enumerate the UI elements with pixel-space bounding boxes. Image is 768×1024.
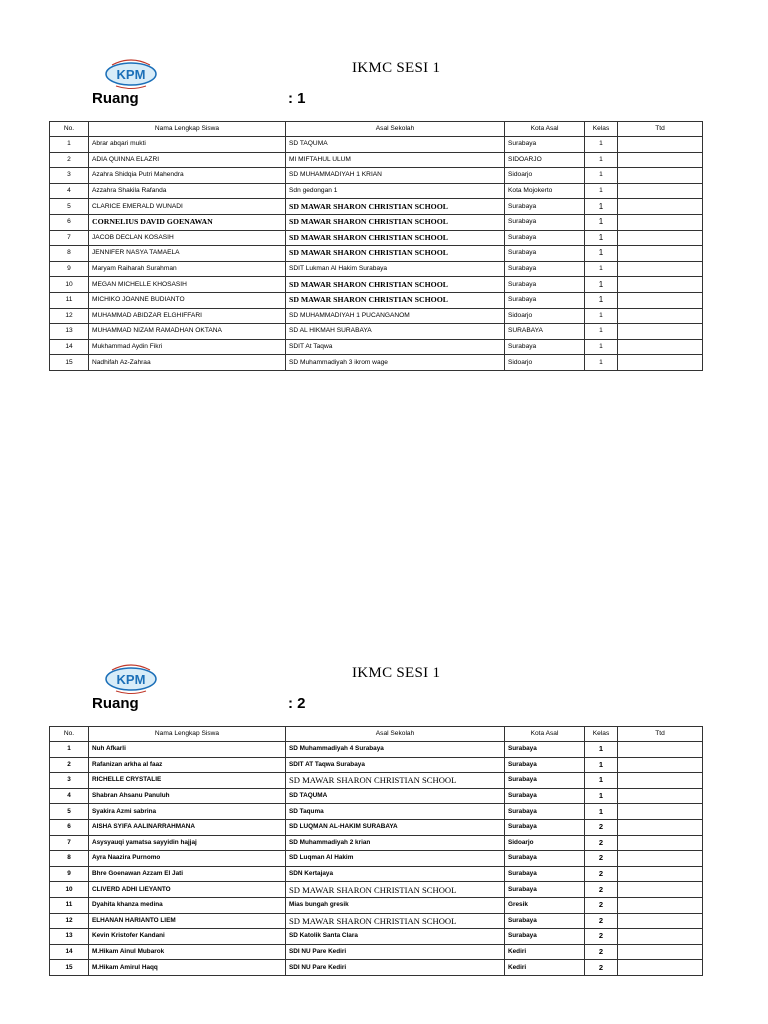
cell-ttd[interactable]: [618, 804, 703, 820]
cell-kelas: 2: [585, 819, 618, 835]
table-row: [50, 866, 703, 882]
table-row: [50, 168, 703, 184]
cell-nama: ELHANAN HARIANTO LIEM: [89, 913, 286, 929]
cell-kota-asal: Kediri: [505, 960, 585, 976]
cell-nama: ADIA QUINNA ELAZRI: [89, 152, 286, 168]
cell-kota-asal: Surabaya: [505, 929, 585, 945]
cell-no: 14: [50, 944, 89, 960]
cell-kelas: 1: [585, 773, 618, 789]
cell-no: 9: [50, 866, 89, 882]
table-header-row: [50, 727, 703, 742]
table-row: [50, 773, 703, 789]
svg-text:KPM: KPM: [116, 672, 146, 687]
table-row: [50, 897, 703, 913]
cell-kelas: 1: [585, 152, 618, 168]
cell-kota-asal: Surabaya: [505, 851, 585, 867]
table-row: [50, 960, 703, 976]
cell-no: 7: [50, 835, 89, 851]
cell-kota-asal: Sidoarjo: [505, 835, 585, 851]
cell-kelas: 2: [585, 913, 618, 929]
cell-no: 5: [50, 804, 89, 820]
cell-kelas: 2: [585, 929, 618, 945]
cell-asal-sekolah: SD Taquma: [286, 804, 505, 820]
table-row: [50, 757, 703, 773]
cell-ttd[interactable]: [618, 137, 703, 153]
cell-ttd[interactable]: [618, 152, 703, 168]
cell-nama: Kevin Kristofer Kandani: [89, 929, 286, 945]
cell-ttd[interactable]: [618, 168, 703, 184]
cell-asal-sekolah: SD MAWAR SHARON CHRISTIAN SCHOOL: [286, 246, 505, 262]
cell-ttd[interactable]: [618, 819, 703, 835]
table-row: [50, 230, 703, 246]
header-kota-asal: Kota Asal: [505, 727, 585, 742]
header-nama: Nama Lengkap Siswa: [89, 727, 286, 742]
cell-no: 9: [50, 261, 89, 277]
table-row: [50, 199, 703, 215]
cell-no: 14: [50, 339, 89, 355]
header-no: No.: [50, 122, 89, 137]
table-row: [50, 339, 703, 355]
cell-nama: MICHIKO JOANNE BUDIANTO: [89, 292, 286, 308]
cell-nama: JACOB DECLAN KOSASIH: [89, 230, 286, 246]
cell-ttd[interactable]: [618, 277, 703, 293]
ruang-value: : 1: [288, 90, 306, 107]
cell-asal-sekolah: SD Luqman Al Hakim: [286, 851, 505, 867]
cell-asal-sekolah: SD MAWAR SHARON CHRISTIAN SCHOOL: [286, 913, 505, 929]
cell-ttd[interactable]: [618, 866, 703, 882]
cell-kota-asal: Kota Mojokerto: [505, 183, 585, 199]
cell-ttd[interactable]: [618, 788, 703, 804]
table-row: [50, 214, 703, 230]
cell-kota-asal: Surabaya: [505, 742, 585, 758]
cell-no: 12: [50, 913, 89, 929]
header-no: No.: [50, 727, 89, 742]
cell-ttd[interactable]: [618, 183, 703, 199]
cell-ttd[interactable]: [618, 230, 703, 246]
cell-asal-sekolah: SD AL HIKMAH SURABAYA: [286, 324, 505, 340]
cell-no: 2: [50, 152, 89, 168]
cell-asal-sekolah: SDI NU Pare Kediri: [286, 944, 505, 960]
cell-asal-sekolah: SDIT Lukman Al Hakim Surabaya: [286, 261, 505, 277]
table-row: [50, 183, 703, 199]
cell-kota-asal: Surabaya: [505, 788, 585, 804]
roster-table: [49, 726, 703, 976]
cell-kota-asal: SIDOARJO: [505, 152, 585, 168]
cell-asal-sekolah: SD Muhammadiyah 4 Surabaya: [286, 742, 505, 758]
cell-nama: Bhre Goenawan Azzam El Jati: [89, 866, 286, 882]
cell-asal-sekolah: SD TAQUMA: [286, 788, 505, 804]
cell-ttd[interactable]: [618, 835, 703, 851]
page-title: IKMC SESI 1: [352, 60, 441, 76]
cell-asal-sekolah: SD MUHAMMADIYAH 1 PUCANGANOM: [286, 308, 505, 324]
cell-ttd[interactable]: [618, 929, 703, 945]
cell-no: 12: [50, 308, 89, 324]
ruang-value: : 2: [288, 695, 306, 712]
cell-nama: JENNIFER NASYA TAMAELA: [89, 246, 286, 262]
cell-no: 6: [50, 819, 89, 835]
header-asal-sekolah: Asal Sekolah: [286, 122, 505, 137]
cell-kelas: 1: [585, 757, 618, 773]
cell-kelas: 1: [585, 214, 618, 230]
cell-nama: Azahra Shidqia Putri Mahendra: [89, 168, 286, 184]
cell-no: 13: [50, 324, 89, 340]
table-row: [50, 788, 703, 804]
cell-asal-sekolah: SDIT At Taqwa: [286, 339, 505, 355]
cell-kota-asal: Surabaya: [505, 866, 585, 882]
cell-kota-asal: SURABAYA: [505, 324, 585, 340]
cell-kelas: 1: [585, 324, 618, 340]
table-row: [50, 246, 703, 262]
cell-no: 1: [50, 742, 89, 758]
cell-kota-asal: Sidoarjo: [505, 308, 585, 324]
cell-nama: Asysyauqi yamatsa sayyidin hajjaj: [89, 835, 286, 851]
cell-kelas: 1: [585, 355, 618, 371]
cell-nama: CORNELIUS DAVID GOENAWAN: [89, 214, 286, 230]
cell-nama: Nadhifah Az-Zahraa: [89, 355, 286, 371]
cell-no: 11: [50, 897, 89, 913]
cell-kelas: 1: [585, 292, 618, 308]
cell-kelas: 1: [585, 742, 618, 758]
cell-nama: Abrar abqari mukti: [89, 137, 286, 153]
cell-asal-sekolah: SD MAWAR SHARON CHRISTIAN SCHOOL: [286, 292, 505, 308]
cell-asal-sekolah: SD MAWAR SHARON CHRISTIAN SCHOOL: [286, 214, 505, 230]
cell-no: 15: [50, 355, 89, 371]
cell-no: 7: [50, 230, 89, 246]
header-asal-sekolah: Asal Sekolah: [286, 727, 505, 742]
cell-kota-asal: Surabaya: [505, 773, 585, 789]
cell-asal-sekolah: SD MAWAR SHARON CHRISTIAN SCHOOL: [286, 199, 505, 215]
cell-kelas: 1: [585, 183, 618, 199]
table-row: [50, 835, 703, 851]
cell-kelas: 2: [585, 866, 618, 882]
cell-kelas: 2: [585, 851, 618, 867]
cell-kelas: 1: [585, 246, 618, 262]
cell-kota-asal: Surabaya: [505, 277, 585, 293]
cell-nama: Nuh Afkarli: [89, 742, 286, 758]
cell-kota-asal: Surabaya: [505, 199, 585, 215]
cell-kota-asal: Sidoarjo: [505, 168, 585, 184]
cell-no: 8: [50, 851, 89, 867]
table-row: [50, 292, 703, 308]
cell-ttd[interactable]: [618, 324, 703, 340]
cell-asal-sekolah: SD TAQUMA: [286, 137, 505, 153]
cell-kelas: 2: [585, 960, 618, 976]
cell-ttd[interactable]: [618, 308, 703, 324]
cell-ttd[interactable]: [618, 897, 703, 913]
cell-no: 8: [50, 246, 89, 262]
cell-ttd[interactable]: [618, 742, 703, 758]
cell-asal-sekolah: SD MAWAR SHARON CHRISTIAN SCHOOL: [286, 773, 505, 789]
roster-table: [49, 121, 703, 371]
cell-kota-asal: Surabaya: [505, 339, 585, 355]
kpm-logo-icon: [104, 660, 158, 696]
cell-asal-sekolah: SDIT AT Taqwa Surabaya: [286, 757, 505, 773]
svg-text:KPM: KPM: [116, 67, 146, 82]
header-kota-asal: Kota Asal: [505, 122, 585, 137]
cell-kota-asal: Surabaya: [505, 214, 585, 230]
cell-kelas: 1: [585, 261, 618, 277]
table-row: [50, 152, 703, 168]
cell-ttd[interactable]: [618, 214, 703, 230]
cell-ttd[interactable]: [618, 851, 703, 867]
cell-nama: AISHA SYIFA AALINARRAHMANA: [89, 819, 286, 835]
cell-nama: CLARICE EMERALD WUNADI: [89, 199, 286, 215]
cell-kota-asal: Surabaya: [505, 913, 585, 929]
cell-asal-sekolah: SD MAWAR SHARON CHRISTIAN SCHOOL: [286, 230, 505, 246]
cell-ttd[interactable]: [618, 882, 703, 898]
cell-nama: Maryam Raiharah Surahman: [89, 261, 286, 277]
cell-asal-sekolah: SD Muhammadiyah 2 krian: [286, 835, 505, 851]
cell-nama: MEGAN MICHELLE KHOSASIH: [89, 277, 286, 293]
cell-nama: MUHAMMAD NIZAM RAMADHAN OKTANA: [89, 324, 286, 340]
cell-asal-sekolah: SDI NU Pare Kediri: [286, 960, 505, 976]
cell-kota-asal: Surabaya: [505, 246, 585, 262]
table-row: [50, 137, 703, 153]
cell-nama: Azzahra Shakila Rafanda: [89, 183, 286, 199]
table-row: [50, 913, 703, 929]
cell-no: 15: [50, 960, 89, 976]
cell-no: 1: [50, 137, 89, 153]
cell-ttd[interactable]: [618, 913, 703, 929]
cell-no: 6: [50, 214, 89, 230]
cell-kota-asal: Surabaya: [505, 804, 585, 820]
cell-no: 4: [50, 788, 89, 804]
cell-no: 2: [50, 757, 89, 773]
table-row: [50, 851, 703, 867]
cell-no: 4: [50, 183, 89, 199]
cell-no: 10: [50, 882, 89, 898]
cell-asal-sekolah: Mias bungah gresik: [286, 897, 505, 913]
table-row: [50, 882, 703, 898]
table-row: [50, 324, 703, 340]
cell-kota-asal: Surabaya: [505, 137, 585, 153]
cell-kota-asal: Sidoarjo: [505, 355, 585, 371]
cell-nama: M.Hikam Ainul Mubarok: [89, 944, 286, 960]
cell-ttd[interactable]: [618, 199, 703, 215]
cell-kelas: 1: [585, 230, 618, 246]
kpm-logo-icon: [104, 55, 158, 91]
cell-nama: M.Hikam Amirul Haqq: [89, 960, 286, 976]
cell-kota-asal: Surabaya: [505, 230, 585, 246]
cell-asal-sekolah: SD MAWAR SHARON CHRISTIAN SCHOOL: [286, 277, 505, 293]
cell-kelas: 1: [585, 788, 618, 804]
cell-kelas: 1: [585, 277, 618, 293]
cell-no: 5: [50, 199, 89, 215]
cell-kota-asal: Surabaya: [505, 819, 585, 835]
table-row: [50, 929, 703, 945]
cell-asal-sekolah: SD MUHAMMADIYAH 1 KRIAN: [286, 168, 505, 184]
cell-asal-sekolah: SD MAWAR SHARON CHRISTIAN SCHOOL: [286, 882, 505, 898]
cell-kota-asal: Surabaya: [505, 882, 585, 898]
cell-kota-asal: Surabaya: [505, 261, 585, 277]
table-row: [50, 277, 703, 293]
cell-asal-sekolah: Sdn gedongan 1: [286, 183, 505, 199]
cell-asal-sekolah: SD Katolik Santa Clara: [286, 929, 505, 945]
header-ttd: Ttd: [618, 122, 703, 137]
cell-ttd[interactable]: [618, 261, 703, 277]
cell-ttd[interactable]: [618, 355, 703, 371]
cell-kelas: 1: [585, 308, 618, 324]
cell-nama: Shabran Ahsanu Panuluh: [89, 788, 286, 804]
cell-no: 11: [50, 292, 89, 308]
cell-ttd[interactable]: [618, 339, 703, 355]
cell-no: 3: [50, 168, 89, 184]
header-nama: Nama Lengkap Siswa: [89, 122, 286, 137]
cell-no: 3: [50, 773, 89, 789]
cell-kota-asal: Gresik: [505, 897, 585, 913]
header-kelas: Kelas: [585, 727, 618, 742]
page-title: IKMC SESI 1: [352, 665, 441, 681]
cell-kota-asal: Surabaya: [505, 292, 585, 308]
cell-ttd[interactable]: [618, 944, 703, 960]
cell-kelas: 2: [585, 835, 618, 851]
cell-kelas: 1: [585, 199, 618, 215]
table-header-row: [50, 122, 703, 137]
cell-no: 10: [50, 277, 89, 293]
table-row: [50, 742, 703, 758]
cell-kelas: 2: [585, 944, 618, 960]
cell-nama: RICHELLE CRYSTALIE: [89, 773, 286, 789]
table-row: [50, 355, 703, 371]
cell-nama: Dyahita khanza medina: [89, 897, 286, 913]
cell-kelas: 2: [585, 882, 618, 898]
table-row: [50, 944, 703, 960]
cell-kelas: 2: [585, 897, 618, 913]
cell-asal-sekolah: SD Muhammadiyah 3 ikrom wage: [286, 355, 505, 371]
table-row: [50, 804, 703, 820]
header-kelas: Kelas: [585, 122, 618, 137]
cell-kota-asal: Surabaya: [505, 757, 585, 773]
table-row: [50, 308, 703, 324]
cell-ttd[interactable]: [618, 960, 703, 976]
cell-nama: Rafanizan arkha al faaz: [89, 757, 286, 773]
table-row: [50, 819, 703, 835]
table-row: [50, 261, 703, 277]
cell-kelas: 1: [585, 339, 618, 355]
cell-no: 13: [50, 929, 89, 945]
cell-ttd[interactable]: [618, 246, 703, 262]
cell-nama: Syakira Azmi sabrina: [89, 804, 286, 820]
cell-kelas: 1: [585, 168, 618, 184]
cell-kota-asal: Kediri: [505, 944, 585, 960]
cell-ttd[interactable]: [618, 757, 703, 773]
ruang-label: Ruang: [92, 695, 139, 712]
cell-nama: MUHAMMAD ABIDZAR ELGHIFFARI: [89, 308, 286, 324]
cell-asal-sekolah: MI MIFTAHUL ULUM: [286, 152, 505, 168]
cell-nama: Ayra Naazira Purnomo: [89, 851, 286, 867]
cell-nama: Mukhammad Aydin Fikri: [89, 339, 286, 355]
cell-kelas: 1: [585, 137, 618, 153]
cell-nama: CLIVERD ADHI LIEYANTO: [89, 882, 286, 898]
cell-asal-sekolah: SD LUQMAN AL-HAKIM SURABAYA: [286, 819, 505, 835]
cell-ttd[interactable]: [618, 773, 703, 789]
cell-kelas: 1: [585, 804, 618, 820]
ruang-label: Ruang: [92, 90, 139, 107]
header-ttd: Ttd: [618, 727, 703, 742]
cell-ttd[interactable]: [618, 292, 703, 308]
cell-asal-sekolah: SDN Kertajaya: [286, 866, 505, 882]
